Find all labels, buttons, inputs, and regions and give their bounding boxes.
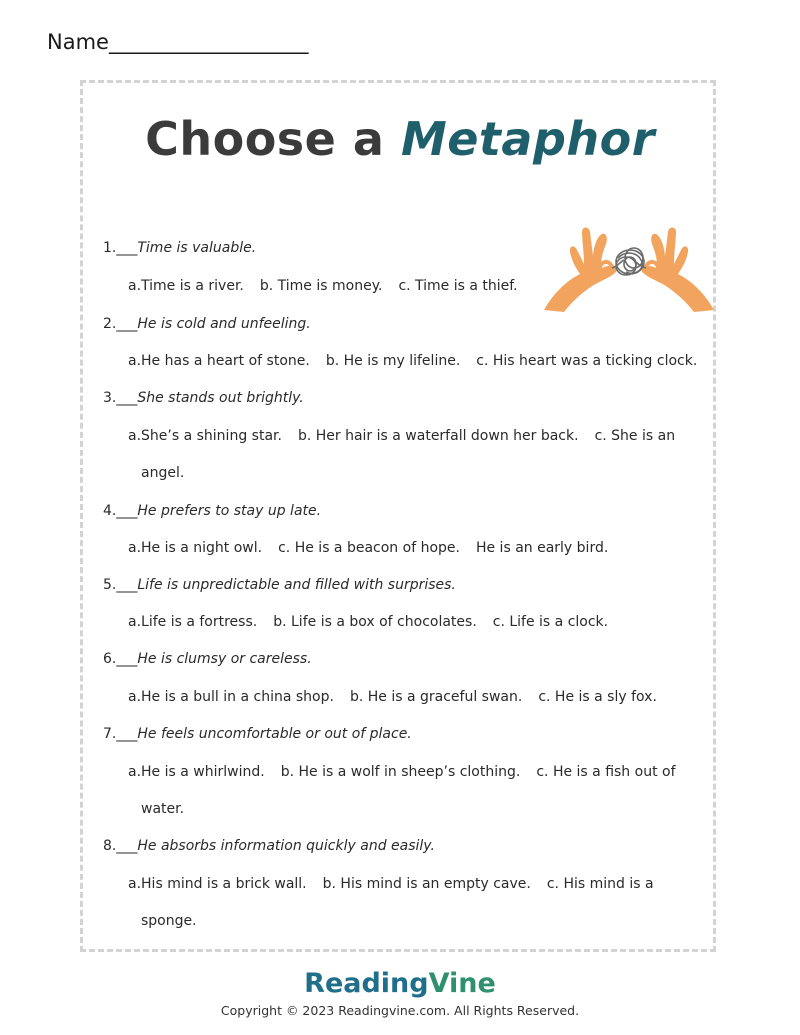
title-part-1: Choose a	[145, 112, 385, 166]
question-3	[103, 390, 304, 406]
question-2	[103, 316, 311, 332]
question-statement: He absorbs information quickly and easily.	[137, 838, 435, 854]
question-statement: Life is unpredictable and filled with surprises.	[137, 577, 456, 593]
question-7	[103, 726, 412, 742]
answer-option: a.Time is a river.	[128, 278, 244, 294]
answer-options-8	[128, 876, 670, 892]
hands-holding-tangled-string-icon	[540, 222, 718, 314]
question-statement: He feels uncomfortable or out of place.	[137, 726, 412, 742]
answer-option: c. He is a beacon of hope.	[278, 540, 460, 556]
answer-option: c. He is a sly fox.	[538, 689, 657, 705]
answer-option: c. Time is a thief.	[398, 278, 518, 294]
question-6	[103, 651, 312, 667]
question-number[interactable]: 6.___	[103, 651, 138, 667]
question-number[interactable]: 2.___	[103, 316, 138, 332]
answer-option: c. His heart was a ticking clock.	[476, 353, 698, 369]
question-statement: She stands out brightly.	[137, 390, 304, 406]
worksheet-title	[0, 112, 800, 166]
question-statement: Time is valuable.	[137, 240, 257, 256]
answer-option: b. Life is a box of chocolates.	[273, 614, 477, 630]
answer-option: a.He has a heart of stone.	[128, 353, 310, 369]
question-number[interactable]: 7.___	[103, 726, 138, 742]
answer-options-7	[128, 764, 692, 780]
answer-option: b. He is my lifeline.	[325, 353, 461, 369]
name-field-label: Name___________________	[47, 30, 309, 54]
answer-option: b. His mind is an empty cave.	[322, 876, 531, 892]
answer-option: a.He is a bull in a china shop.	[128, 689, 334, 705]
question-1	[103, 240, 256, 256]
answer-options-1	[128, 278, 534, 294]
question-statement: He is clumsy or careless.	[137, 651, 312, 667]
copyright-notice: Copyright © 2023 Readingvine.com. All Rights Reserved.	[220, 1003, 580, 1018]
answer-option: a.His mind is a brick wall.	[128, 876, 307, 892]
answer-option: a.She’s a shining star.	[128, 428, 282, 444]
answer-option: a.He is a night owl.	[128, 540, 263, 556]
answer-option: a.Life is a fortress.	[128, 614, 258, 630]
answer-option-continuation: angel.	[141, 465, 185, 481]
question-number[interactable]: 8.___	[103, 838, 138, 854]
question-5	[103, 577, 456, 593]
answer-option-continuation: water.	[141, 801, 185, 817]
question-number[interactable]: 4.___	[103, 503, 138, 519]
answer-options-6	[128, 689, 673, 705]
question-number[interactable]: 5.___	[103, 577, 138, 593]
answer-option: He is an early bird.	[475, 540, 609, 556]
answer-options-4	[128, 540, 624, 556]
answer-option: b. He is a graceful swan.	[349, 689, 523, 705]
answer-option: b. Time is money.	[259, 278, 383, 294]
title-part-2: Metaphor	[400, 112, 655, 166]
answer-option-continuation: sponge.	[141, 913, 197, 929]
answer-option: b. Her hair is a waterfall down her back.	[297, 428, 579, 444]
reading-vine-logo: ReadingVine	[304, 968, 496, 999]
answer-options-3	[128, 428, 691, 444]
answer-option: a.He is a whirlwind.	[128, 764, 265, 780]
question-statement: He prefers to stay up late.	[137, 503, 322, 519]
answer-option: c. He is a fish out of	[536, 764, 676, 780]
answer-options-2	[128, 353, 713, 369]
question-number[interactable]: 3.___	[103, 390, 138, 406]
answer-options-5	[128, 614, 624, 630]
question-4	[103, 503, 321, 519]
answer-option: b. He is a wolf in sheep’s clothing.	[280, 764, 521, 780]
answer-option: c. She is an	[594, 428, 676, 444]
question-statement: He is cold and unfeeling.	[137, 316, 311, 332]
answer-option: c. His mind is a	[546, 876, 654, 892]
question-number[interactable]: 1.___	[103, 240, 138, 256]
answer-option: c. Life is a clock.	[492, 614, 609, 630]
question-8	[103, 838, 435, 854]
